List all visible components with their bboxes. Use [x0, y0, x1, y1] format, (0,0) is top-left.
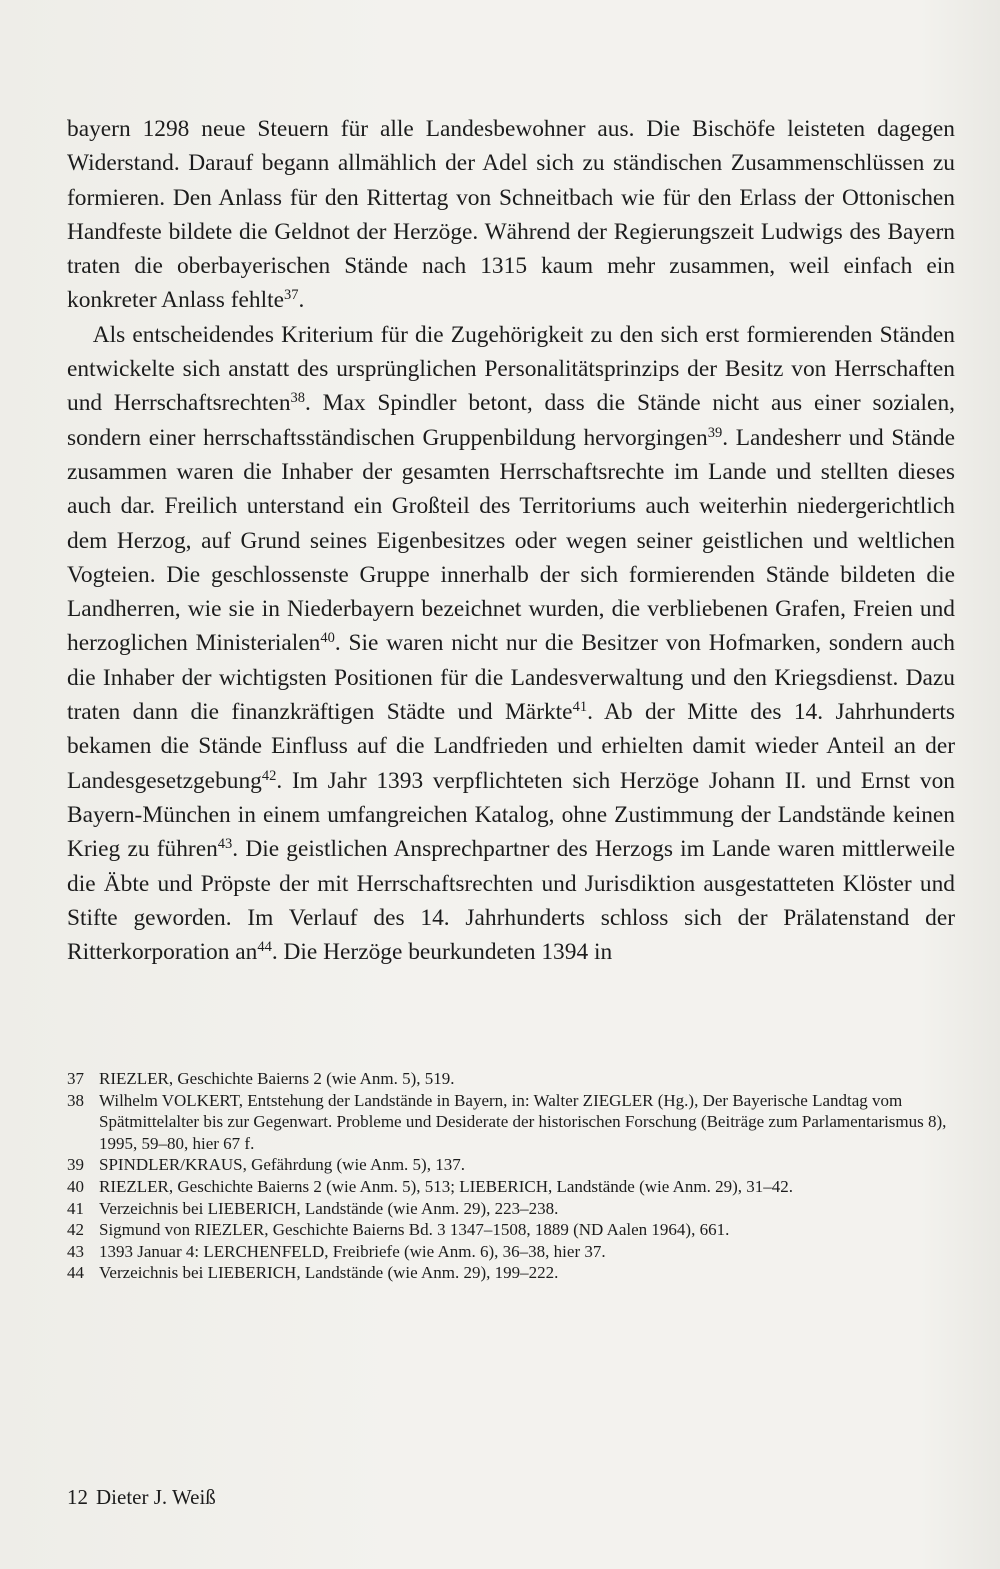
text-run: . Landesherr und Stände zusammen waren die Inhaber der gesamten Herrschaftsrechte im Lande und stellten dieses auch dar. Freilich unterstand ein Großteil des Territoriums auch weiterhin niedergerichtlich dem Herzog, auf Grund seines Eigenbesitzes oder wegen seiner geistlichen und weltlichen Vogteien. Die geschlossenste Gruppe innerhalb der sich formierenden Stände bildeten die Landherren, wie sie in Niederbayern bezeichnet wurden, die verbliebenen Grafen, Freien und herzoglichen Ministerialen [67, 424, 955, 657]
footnote [67, 1068, 955, 1090]
footnote [67, 1219, 955, 1241]
footnote [67, 1241, 955, 1263]
main-text [67, 112, 955, 969]
footnote-ref: 40 [320, 630, 335, 647]
footnote-number: 44 [67, 1263, 84, 1283]
text-run: bayern 1298 neue Steuern für alle Landesbewohner aus. Die Bischöfe leisteten dagegen Widerstand. Darauf begann allmählich der Adel sich zu ständischen Zusammenschlüssen zu formieren. Den Anlass für den Rittertag von Schneitbach wie für den Erlass der Ottonischen Handfeste bildete die Geldnot der Herzöge. Während der Regierungszeit Ludwigs des Bayern traten die oberbayerischen Stände nach 1315 kaum mehr zusammen, weil einfach ein konkreter Anlass fehlte [67, 116, 955, 314]
footnote-ref: 41 [572, 699, 588, 716]
body-paragraph [67, 112, 955, 318]
text-run: . Sie waren nicht nur die Besitzer von Hofmarken, sondern auch die Inhaber der wichtigsten Positionen für die Landesverwaltung und den Kriegsdienst. Dazu traten dann die finanzkräftigen Städte und Märkte [67, 630, 955, 726]
footnote-number: 41 [67, 1198, 84, 1218]
footnote [67, 1262, 955, 1284]
footnote-number: 37 [67, 1069, 84, 1088]
page-number: 12 [67, 1485, 88, 1509]
running-author: Dieter J. Weiß [96, 1485, 216, 1509]
footnote-ref: 38 [290, 390, 306, 407]
footnote-number: 40 [67, 1176, 84, 1196]
footnote-text: Verzeichnis bei LIEBERICH, Landstände (wie Anm. 29), 223–238. [99, 1198, 559, 1218]
footnote-text: Wilhelm VOLKERT, Entstehung der Landstände in Bayern, in: Walter ZIEGLER (Hg.), Der Bayerische Landtag vom Spätmittelalter bis zur Gegenwart. Probleme und Desiderate der historischen Forschung (Beiträge zum Parlamentarismus 8), 1995, 59–80, hier 67 f. [99, 1090, 947, 1153]
footnote-number: 42 [67, 1220, 84, 1240]
footnote-ref: 44 [257, 939, 272, 956]
text-run: Als entscheidendes Kriterium für die Zugehörigkeit zu den sich erst formierenden Ständen entwickelte sich anstatt des ursprünglichen Personalitätsprinzips der Besitz von Herrschaften und Herrschaftsrechten [67, 321, 955, 417]
text-run: . [298, 287, 305, 314]
footnote [67, 1176, 955, 1198]
footnote-ref: 37 [283, 287, 299, 304]
footnote-number: 38 [67, 1090, 84, 1110]
footnote [67, 1198, 955, 1220]
footnote-text: Sigmund von RIEZLER, Geschichte Baierns Bd. 3 1347–1508, 1889 (ND Aalen 1964), 661. [99, 1220, 730, 1240]
body-paragraph [67, 318, 955, 970]
footnotes [67, 1068, 955, 1284]
footnote [67, 1090, 955, 1155]
page-footer [67, 1484, 216, 1510]
text-run: . Die geistlichen Ansprechpartner des Herzogs im Lande waren mittlerweile die Äbte und Pröpste der mit Herrschaftsrechten und Jurisdiktion ausgestatteten Klöster und Stifte geworden. Im Verlauf des 14. Jahrhunderts schloss sich der Prälatenstand der Ritterkorporation an [67, 836, 955, 966]
text-run: . Die Herzöge beurkundeten 1394 in [271, 939, 613, 966]
footnote-number: 43 [67, 1241, 84, 1261]
text-run: . Im Jahr 1393 verpflichteten sich Herzöge Johann II. und Ernst von Bayern-München in einem umfangreichen Katalog, ohne Zustimmung der Landstände keinen Krieg zu führen [67, 767, 955, 863]
footnote-text: SPINDLER/KRAUS, Gefährdung (wie Anm. 5), 137. [99, 1155, 465, 1175]
footnote [67, 1154, 955, 1176]
footnote-ref: 43 [217, 836, 233, 853]
text-run: . Ab der Mitte des 14. Jahrhunderts bekamen die Stände Einfluss auf die Landfrieden und erhielten damit wieder Anteil an der Landesgesetzgebung [67, 699, 955, 794]
footnote-text: 1393 Januar 4: LERCHENFELD, Freibriefe (wie Anm. 6), 36–38, hier 37. [99, 1241, 606, 1261]
footnote-ref: 39 [707, 424, 723, 441]
footnote-text: Verzeichnis bei LIEBERICH, Landstände (wie Anm. 29), 199–222. [99, 1263, 559, 1283]
footnote-ref: 42 [261, 767, 277, 784]
text-run: . Max Spindler betont, dass die Stände nicht aus einer sozialen, sondern einer herrschaftsständischen Gruppenbildung hervorgingen [67, 390, 955, 451]
footnote-number: 39 [67, 1155, 84, 1175]
footnote-text: RIEZLER, Geschichte Baierns 2 (wie Anm. 5), 519. [99, 1069, 455, 1088]
footnote-text: RIEZLER, Geschichte Baierns 2 (wie Anm. 5), 513; LIEBERICH, Landstände (wie Anm. 29), 31–42. [99, 1176, 794, 1196]
